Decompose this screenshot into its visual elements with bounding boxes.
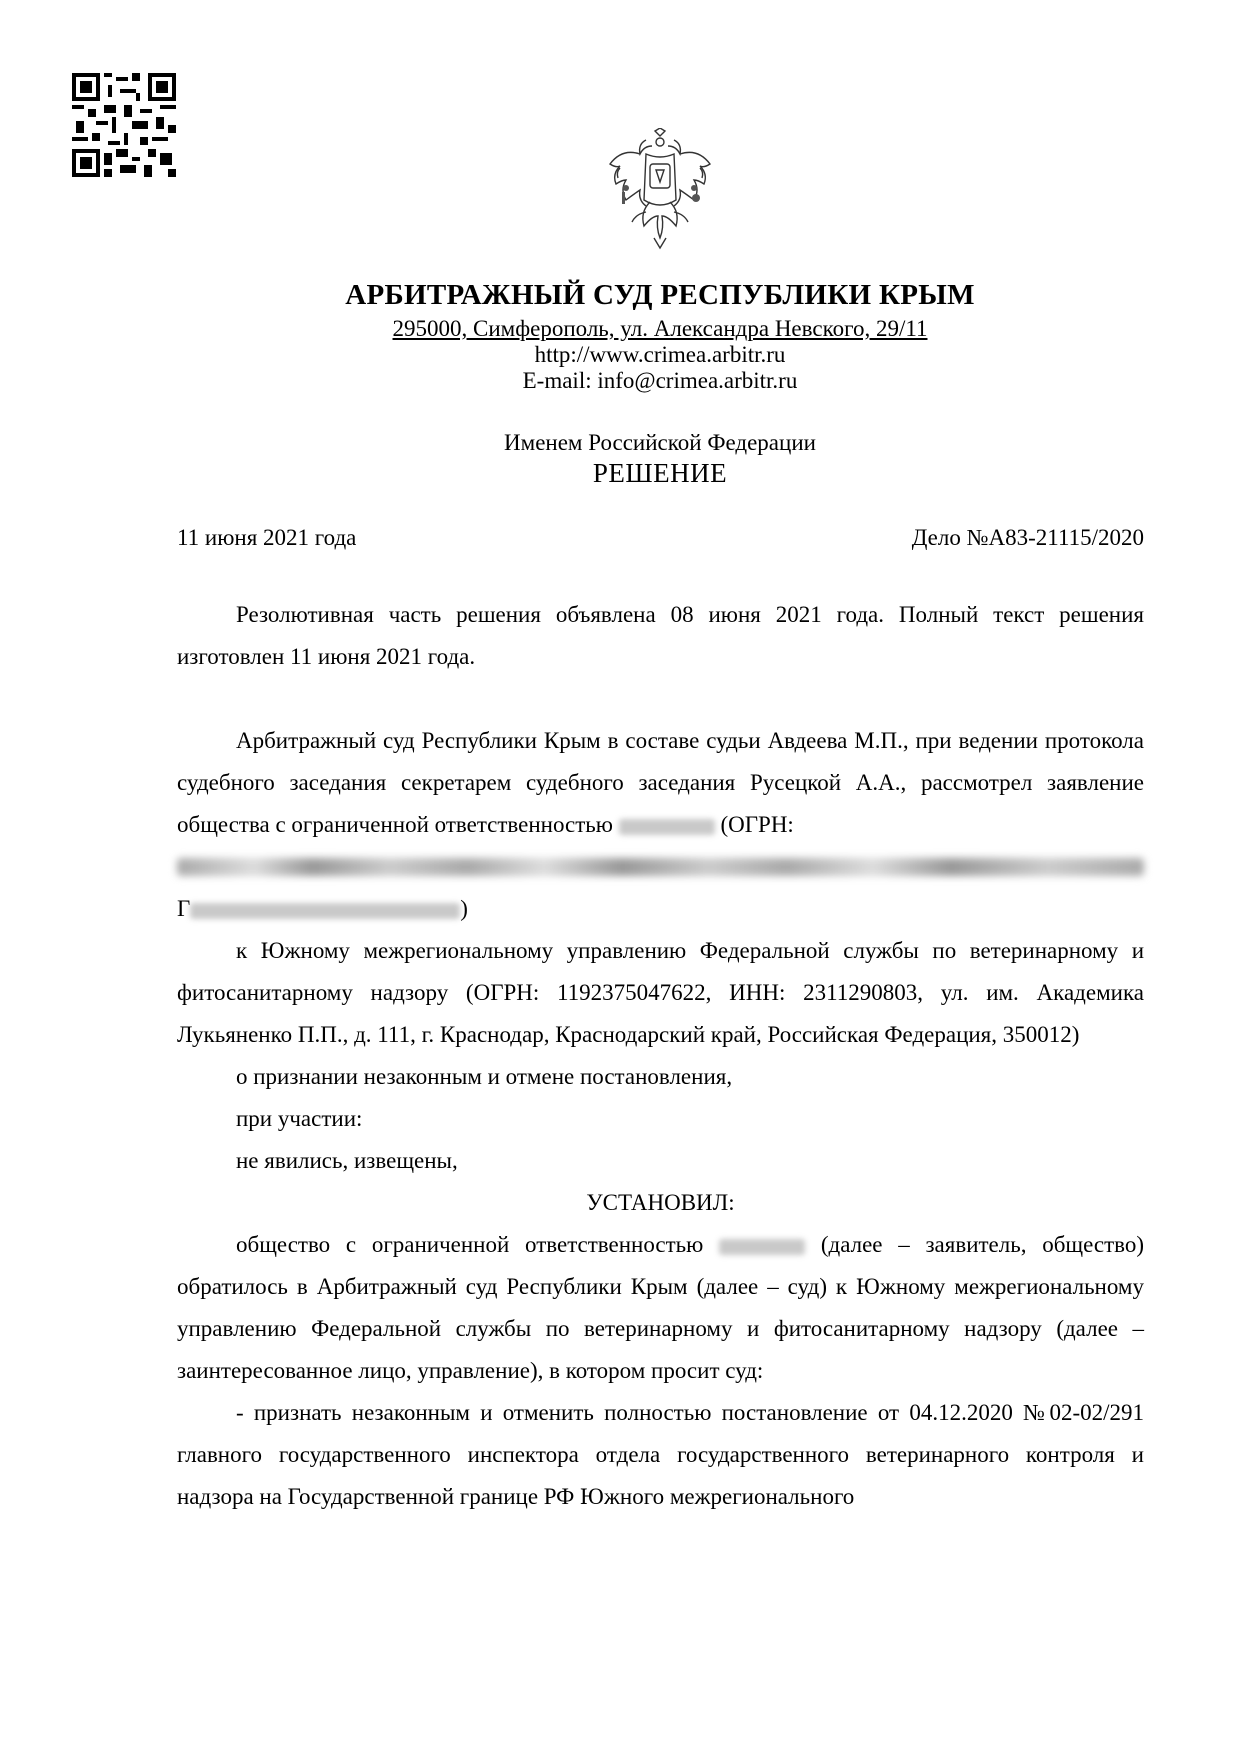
paragraph-court-composition-text: Арбитражный суд Республики Крым в составе судьи Авдеева М.П., при ведении протокола судебного заседания секретарем судебного заседания Русецкой А.А., рассмотрел заявление общества с ограниченной ответственностью bbox=[177, 728, 1144, 837]
redacted-line bbox=[177, 858, 1144, 876]
paragraph-court-composition bbox=[177, 720, 1144, 846]
decision-date: 11 июня 2021 года bbox=[177, 525, 357, 550]
paragraph-resolution: Резолютивная часть решения объявлена 08 июня 2021 года. Полный текст решения изготовлен 11 июня 2021 года. bbox=[177, 602, 1144, 669]
on-behalf-line: Именем Российской Федерации bbox=[504, 430, 816, 455]
paragraph-claim-start: общество с ограниченной ответственностью bbox=[236, 1232, 704, 1257]
court-website: http://www.crimea.arbitr.ru bbox=[534, 342, 786, 367]
court-email: E-mail: info@crimea.arbitr.ru bbox=[522, 368, 798, 393]
paragraph-applicant-tail bbox=[177, 888, 1144, 930]
paragraph-respondent: к Южному межрегиональному управлению Федеральной службы по ветеринарному и фитосанитарному надзору (ОГРН: 1192375047622, ИНН: 2311290803, ул. им. Академика Лукьяненко П.П., д. 111, г. Краснодар, Краснодарский край, Российская Федерация, 350012) bbox=[177, 938, 1144, 1047]
redacted-company-name bbox=[619, 819, 715, 835]
qr-code-icon bbox=[72, 73, 176, 177]
document-body bbox=[177, 594, 1144, 678]
section-heading-established: УСТАНОВИЛ: bbox=[586, 1190, 735, 1215]
paragraph-claim-end: (далее – заявитель, общество) обратилось в Арбитражный суд Республики Крым (далее – суд) к Южному межрегиональному управлению Федеральной службы по ветеринарному и фитосанитарному надзору (далее – заинтересованное лицо, управление), в котором просит суд: bbox=[177, 1232, 1145, 1383]
paragraph-participation: при участии: bbox=[236, 1106, 363, 1131]
paragraph-claim bbox=[177, 1224, 1144, 1392]
court-address: 295000, Симферополь, ул. Александра Невского, 29/11 bbox=[392, 316, 928, 341]
paragraph-absence: не явились, извещены, bbox=[236, 1148, 458, 1173]
document-type: РЕШЕНИЕ bbox=[592, 458, 728, 488]
applicant-tail-start: Г bbox=[177, 896, 191, 921]
coat-of-arms-icon bbox=[606, 128, 714, 254]
court-name: АРБИТРАЖНЫЙ СУД РЕСПУБЛИКИ КРЫМ bbox=[345, 279, 975, 311]
document-body-main bbox=[177, 720, 1144, 1518]
redacted-applicant-details bbox=[190, 903, 460, 919]
ogrn-label: (ОГРН: bbox=[720, 812, 794, 837]
redacted-company-name-2 bbox=[719, 1239, 805, 1255]
paragraph-request: - признать незаконным и отменить полностью постановление от 04.12.2020 №02-02/291 главного государственного инспектора отдела государственного ветеринарного контроля и надзора на Государственной границе РФ Южного межрегионального bbox=[177, 1400, 1144, 1509]
paragraph-subject: о признании незаконным и отмене постановления, bbox=[236, 1064, 733, 1089]
applicant-tail-end: ) bbox=[460, 896, 468, 921]
case-number: Дело №А83-21115/2020 bbox=[911, 525, 1144, 550]
